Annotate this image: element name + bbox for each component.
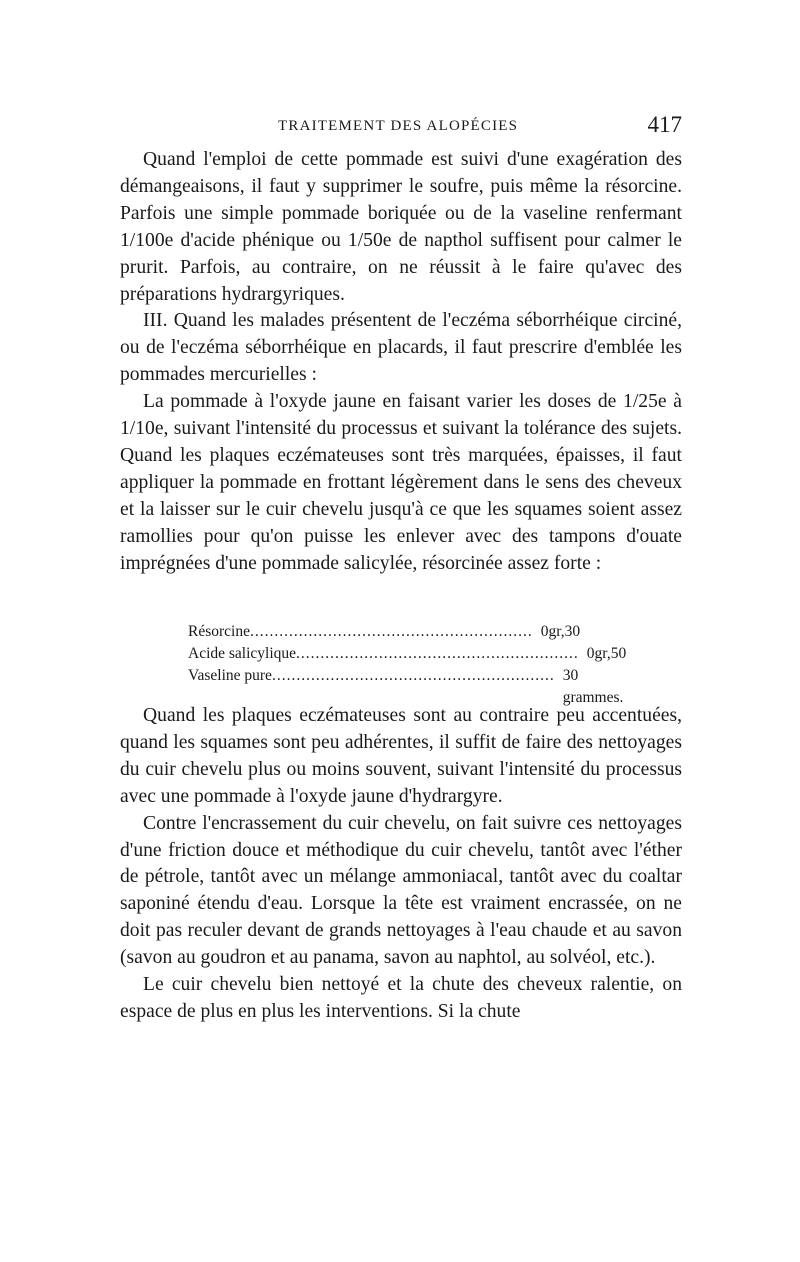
paragraph: Quand les plaques eczémateuses sont au contraire peu accentuées, quand les squames sont peu adhérentes, il suffit de faire des nettoyages du cuir chevelu plus ou moins souvent, suivant l'intensité du processus avec une pommade à l'oxyde jaune d'hydrargyre.	[120, 705, 682, 807]
ingredient-quantity: 30 grammes.	[562, 667, 624, 706]
ingredient-quantity: 0gr,50	[586, 645, 627, 662]
paragraph: La pommade à l'oxyde jaune en faisant varier les doses de 1/25e à 1/10e, suivant l'intensité du processus et suivant la tolérance des sujets. Quand les plaques eczémateuses sont très marquées, épaisses, il faut appliquer la pommade en frottant légèrement dans le sens des cheveux et la laisser sur le cuir chevelu jusqu'à ce que les squames soient assez ramollies pour qu'on puisse les enlever avec des tampons d'ouate imprégnées d'une pommade salicylée, résorcinée assez forte :	[120, 391, 682, 574]
body-text-bottom	[120, 703, 682, 1026]
ingredient-name: Acide salicylique	[188, 645, 297, 662]
running-title: TRAITEMENT DES ALOPÉCIES	[278, 118, 519, 134]
body-text-top	[120, 147, 682, 578]
ingredient-name: Vaseline pure	[188, 667, 272, 684]
leader-dots: ..........................................................	[249, 623, 533, 640]
page-header	[120, 112, 682, 142]
paragraph: III. Quand les malades présentent de l'eczéma séborrhéique circiné, ou de l'eczéma séborrhéique en placards, il faut prescrire d'emblée les pommades mercurielles :	[120, 310, 682, 386]
leader-dots: ..........................................................	[271, 667, 555, 684]
formula-row	[188, 665, 628, 706]
paragraph: Contre l'encrassement du cuir chevelu, on fait suivre ces nettoyages d'une friction douce et méthodique du cuir chevelu, tantôt avec l'éther de pétrole, tantôt avec un mélange ammoniacal, tantôt avec du coaltar saponiné étendu d'eau. Lorsque la tête est vraiment encrassée, on ne doit pas reculer devant de grands nettoyages à l'eau chaude et au savon (savon au goudron et au panama, savon au naphtol, au solvéol, etc.).	[120, 812, 682, 969]
paragraph: Le cuir chevelu bien nettoyé et la chute des cheveux ralentie, on espace de plus en plus les interventions. Si la chute	[120, 974, 682, 1022]
paragraph: Quand l'emploi de cette pommade est suivi d'une exagération des démangeaisons, il faut y supprimer le soufre, puis même la résorcine. Parfois une simple pommade boriquée ou de la vaseline renfermant 1/100e d'acide phénique ou 1/50e de napthol suffisent pour calmer le prurit. Parfois, au contraire, on ne réussit à le faire qu'avec des préparations hydrargyriques.	[120, 149, 682, 305]
prescription-formula	[188, 621, 628, 706]
ingredient-name: Résorcine	[188, 623, 250, 640]
page-number: 417	[647, 112, 682, 137]
leader-dots: ..........................................................	[296, 645, 579, 662]
ingredient-quantity: 0gr,30	[540, 623, 581, 640]
formula-row	[188, 643, 628, 665]
formula-row	[188, 621, 628, 643]
